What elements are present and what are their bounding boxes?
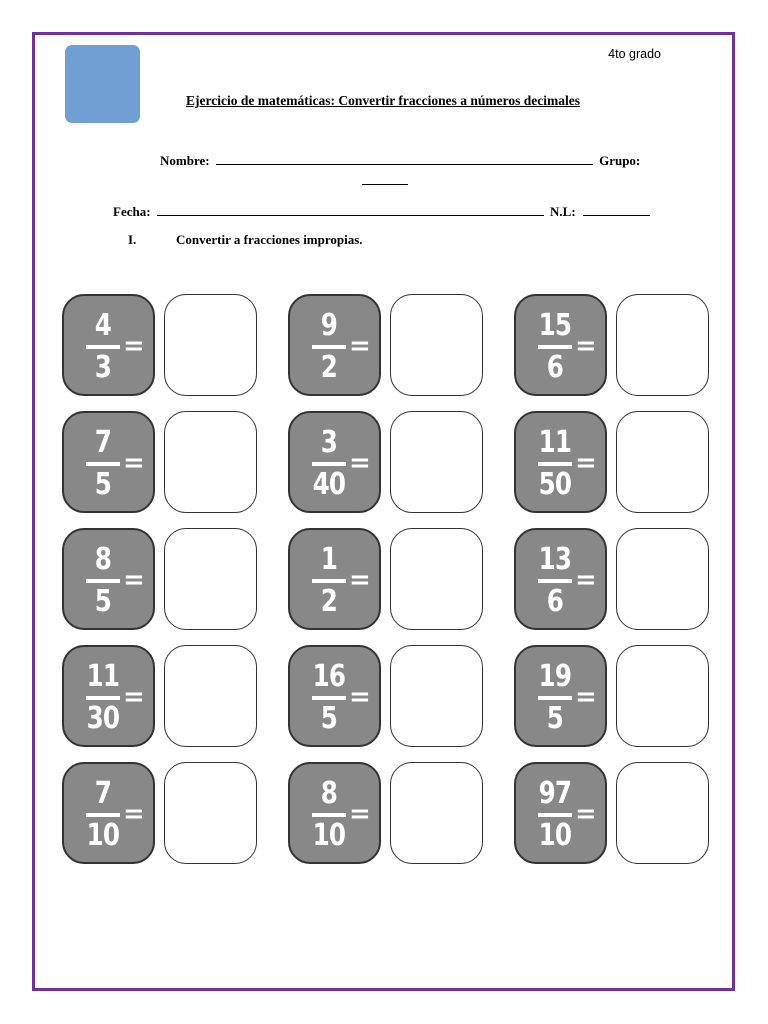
fraction-tile bbox=[288, 645, 381, 747]
exercise-item bbox=[288, 645, 492, 747]
fraction-denominator: 2 bbox=[320, 584, 338, 619]
exercise-item bbox=[288, 762, 492, 864]
exercise-item bbox=[288, 294, 492, 396]
fraction-numerator: 11 bbox=[86, 659, 120, 694]
fraction-denominator: 2 bbox=[320, 350, 338, 385]
name-row bbox=[160, 152, 640, 169]
equals-sign: = bbox=[349, 682, 371, 712]
fraction-bar bbox=[312, 813, 346, 817]
exercise-item bbox=[62, 528, 266, 630]
date-field[interactable] bbox=[157, 203, 544, 216]
nl-label: N.L: bbox=[550, 204, 576, 219]
answer-box[interactable] bbox=[390, 645, 483, 747]
answer-box[interactable] bbox=[616, 528, 709, 630]
fraction bbox=[76, 421, 130, 507]
fraction-numerator: 97 bbox=[538, 776, 572, 811]
equals-sign: = bbox=[575, 682, 597, 712]
equals-sign: = bbox=[349, 448, 371, 478]
answer-box[interactable] bbox=[390, 762, 483, 864]
fraction-tile bbox=[514, 294, 607, 396]
fraction-denominator: 5 bbox=[94, 584, 112, 619]
fraction-denominator: 30 bbox=[86, 701, 120, 736]
fraction-bar bbox=[86, 813, 120, 817]
fraction bbox=[528, 538, 582, 624]
fraction-tile bbox=[62, 528, 155, 630]
answer-box[interactable] bbox=[390, 411, 483, 513]
answer-box[interactable] bbox=[390, 528, 483, 630]
answer-box[interactable] bbox=[616, 762, 709, 864]
fraction bbox=[302, 421, 356, 507]
fraction-tile bbox=[62, 411, 155, 513]
fraction-bar bbox=[538, 579, 572, 583]
fraction-numerator: 7 bbox=[94, 776, 112, 811]
section-instruction: Convertir a fracciones impropias. bbox=[176, 232, 363, 247]
fraction bbox=[528, 421, 582, 507]
fraction-numerator: 19 bbox=[538, 659, 572, 694]
exercise-item bbox=[514, 294, 718, 396]
fraction bbox=[302, 772, 356, 858]
exercise-item bbox=[62, 645, 266, 747]
fraction bbox=[528, 304, 582, 390]
fraction-denominator: 10 bbox=[538, 818, 572, 853]
fraction-denominator: 10 bbox=[86, 818, 120, 853]
exercise-item bbox=[514, 762, 718, 864]
fraction-numerator: 15 bbox=[538, 308, 572, 343]
equals-sign: = bbox=[349, 799, 371, 829]
fraction-bar bbox=[86, 462, 120, 466]
fraction bbox=[302, 304, 356, 390]
fraction bbox=[76, 304, 130, 390]
fraction-bar bbox=[538, 462, 572, 466]
fraction-numerator: 3 bbox=[320, 425, 338, 460]
exercise-item bbox=[62, 294, 266, 396]
fraction bbox=[528, 655, 582, 741]
fraction-numerator: 1 bbox=[320, 542, 338, 577]
fraction bbox=[302, 655, 356, 741]
fraction bbox=[528, 772, 582, 858]
fraction-numerator: 7 bbox=[94, 425, 112, 460]
fraction-denominator: 6 bbox=[546, 584, 564, 619]
fraction-tile bbox=[288, 528, 381, 630]
fraction-denominator: 6 bbox=[546, 350, 564, 385]
fraction-tile bbox=[514, 528, 607, 630]
section-number: I. bbox=[128, 232, 137, 247]
answer-box[interactable] bbox=[164, 762, 257, 864]
fraction-tile bbox=[62, 762, 155, 864]
fraction-bar bbox=[86, 345, 120, 349]
date-label: Fecha: bbox=[113, 204, 151, 219]
fraction-numerator: 13 bbox=[538, 542, 572, 577]
fraction-bar bbox=[312, 696, 346, 700]
fraction-bar bbox=[312, 579, 346, 583]
fraction-bar bbox=[86, 696, 120, 700]
equals-sign: = bbox=[575, 565, 597, 595]
fraction-bar bbox=[312, 345, 346, 349]
answer-box[interactable] bbox=[164, 528, 257, 630]
nl-field[interactable] bbox=[583, 203, 650, 216]
fraction-numerator: 8 bbox=[320, 776, 338, 811]
equals-sign: = bbox=[575, 799, 597, 829]
equals-sign: = bbox=[349, 331, 371, 361]
worksheet-title: Ejercicio de matemáticas: Convertir fracciones a números decimales bbox=[186, 93, 581, 108]
date-row bbox=[113, 203, 650, 220]
fraction-denominator: 5 bbox=[546, 701, 564, 736]
fraction-bar bbox=[86, 579, 120, 583]
fraction-bar bbox=[538, 345, 572, 349]
answer-box[interactable] bbox=[616, 645, 709, 747]
exercise-item bbox=[62, 411, 266, 513]
fraction-denominator: 5 bbox=[94, 467, 112, 502]
answer-box[interactable] bbox=[616, 294, 709, 396]
fraction bbox=[76, 772, 130, 858]
fraction-denominator: 40 bbox=[312, 467, 346, 502]
fraction-tile bbox=[62, 294, 155, 396]
name-label: Nombre: bbox=[160, 153, 210, 168]
equals-sign: = bbox=[123, 448, 145, 478]
fraction-denominator: 5 bbox=[320, 701, 338, 736]
group-field[interactable] bbox=[362, 170, 408, 185]
fraction-tile bbox=[288, 762, 381, 864]
fraction-tile bbox=[514, 411, 607, 513]
equals-sign: = bbox=[123, 565, 145, 595]
exercise-item bbox=[514, 528, 718, 630]
fraction-denominator: 3 bbox=[94, 350, 112, 385]
fraction-bar bbox=[538, 696, 572, 700]
fraction-numerator: 16 bbox=[312, 659, 346, 694]
name-field[interactable] bbox=[216, 152, 593, 165]
fraction-grid bbox=[62, 294, 714, 864]
exercise-item bbox=[514, 411, 718, 513]
grade-label: 4to grado bbox=[608, 47, 661, 61]
fraction-bar bbox=[312, 462, 346, 466]
answer-box[interactable] bbox=[164, 294, 257, 396]
exercise-item bbox=[514, 645, 718, 747]
fraction-tile bbox=[514, 645, 607, 747]
group-label: Grupo: bbox=[599, 153, 641, 168]
fraction bbox=[76, 538, 130, 624]
equals-sign: = bbox=[123, 682, 145, 712]
fraction-tile bbox=[288, 411, 381, 513]
fraction bbox=[302, 538, 356, 624]
fraction-tile bbox=[288, 294, 381, 396]
fraction-bar bbox=[538, 813, 572, 817]
fraction-numerator: 11 bbox=[538, 425, 572, 460]
fraction-numerator: 4 bbox=[94, 308, 112, 343]
fraction-tile bbox=[62, 645, 155, 747]
equals-sign: = bbox=[575, 331, 597, 361]
equals-sign: = bbox=[349, 565, 371, 595]
fraction-denominator: 50 bbox=[538, 467, 572, 502]
exercise-item bbox=[288, 411, 492, 513]
exercise-item bbox=[62, 762, 266, 864]
answer-box[interactable] bbox=[164, 411, 257, 513]
logo-placeholder bbox=[65, 45, 140, 123]
fraction-tile bbox=[514, 762, 607, 864]
answer-box[interactable] bbox=[390, 294, 483, 396]
fraction bbox=[76, 655, 130, 741]
fraction-numerator: 8 bbox=[94, 542, 112, 577]
fraction-numerator: 9 bbox=[320, 308, 338, 343]
answer-box[interactable] bbox=[164, 645, 257, 747]
equals-sign: = bbox=[123, 331, 145, 361]
fraction-denominator: 10 bbox=[312, 818, 346, 853]
exercise-item bbox=[288, 528, 492, 630]
equals-sign: = bbox=[123, 799, 145, 829]
answer-box[interactable] bbox=[616, 411, 709, 513]
equals-sign: = bbox=[575, 448, 597, 478]
